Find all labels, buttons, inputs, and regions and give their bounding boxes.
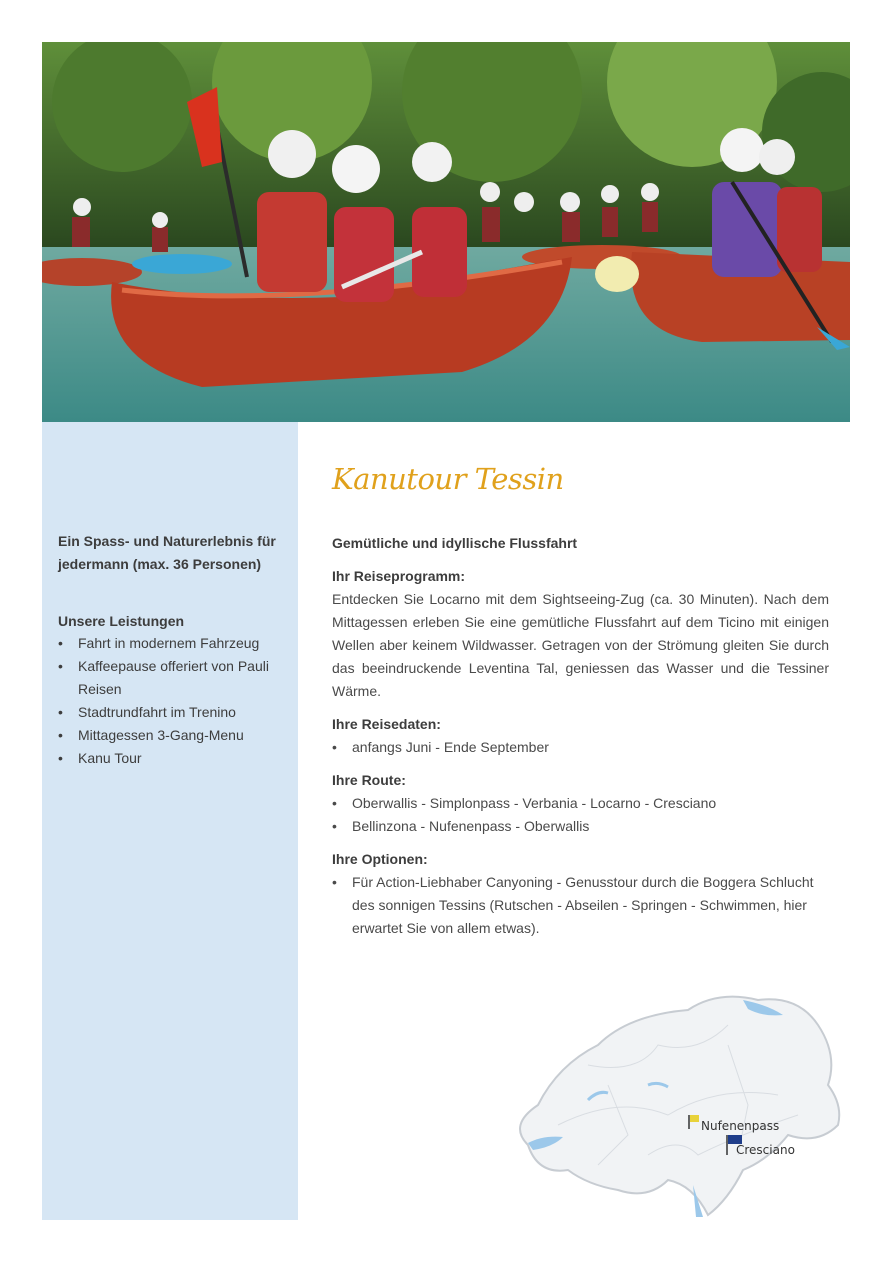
dates-heading: Ihre Reisedaten: bbox=[332, 716, 441, 732]
options-list bbox=[332, 871, 829, 940]
list-item: • anfangs Juni - Ende September bbox=[332, 736, 829, 759]
route-heading: Ihre Route: bbox=[332, 772, 406, 788]
route-list bbox=[332, 792, 829, 838]
services-heading: Unsere Leistungen bbox=[58, 613, 185, 629]
list-item: • Für Action-Liebhaber Canyoning - Genusstour durch die Boggera Schlucht des sonnigen Tessins (Rutschen - Abseilen - Springen - Schwimmen, hier erwartet Sie von allem etwas). bbox=[332, 871, 829, 940]
page-title: Kanutour Tessin bbox=[332, 462, 564, 496]
list-item: • Fahrt in modernem Fahrzeug bbox=[58, 632, 286, 655]
map-label-nufenenpass: Nufenenpass bbox=[701, 1119, 780, 1133]
list-item: • Oberwallis - Simplonpass - Verbania - Locarno - Cresciano bbox=[332, 792, 829, 815]
services-list bbox=[58, 632, 286, 770]
list-item: • Kanu Tour bbox=[58, 747, 286, 770]
list-item: • Bellinzona - Nufenenpass - Oberwallis bbox=[332, 815, 829, 838]
program-heading: Ihr Reiseprogramm: bbox=[332, 568, 466, 584]
subtitle: Gemütliche und idyllische Flussfahrt bbox=[332, 535, 578, 551]
main-content bbox=[332, 458, 829, 940]
list-item: • Mittagessen 3-Gang-Menu bbox=[58, 724, 286, 747]
sidebar bbox=[42, 422, 298, 1220]
switzerland-map bbox=[498, 985, 850, 1223]
list-item: • Stadtrundfahrt im Trenino bbox=[58, 701, 286, 724]
list-item: • Kaffeepause offeriert von Pauli Reisen bbox=[58, 655, 286, 701]
program-text: Entdecken Sie Locarno mit dem Sightseeing-Zug (ca. 30 Minuten). Nach dem Mittagessen erleben Sie eine gemütliche Flussfahrt auf dem Ticino mit einigen Wellen aber keinem Wildwasser. Getragen von der Strömung gleiten Sie durch das beeindruckende Leventina Tal, geniessen das Wasser und die Tessiner Wärme. bbox=[332, 591, 829, 699]
options-heading: Ihre Optionen: bbox=[332, 851, 428, 867]
map-label-cresciano: Cresciano bbox=[736, 1143, 795, 1157]
canoe-photo-illustration bbox=[42, 42, 850, 422]
dates-list bbox=[332, 736, 829, 759]
map-illustration bbox=[498, 985, 850, 1223]
sidebar-intro: Ein Spass- und Naturerlebnis für jedermann (max. 36 Personen) bbox=[58, 533, 276, 572]
canoe-photo bbox=[42, 42, 850, 422]
